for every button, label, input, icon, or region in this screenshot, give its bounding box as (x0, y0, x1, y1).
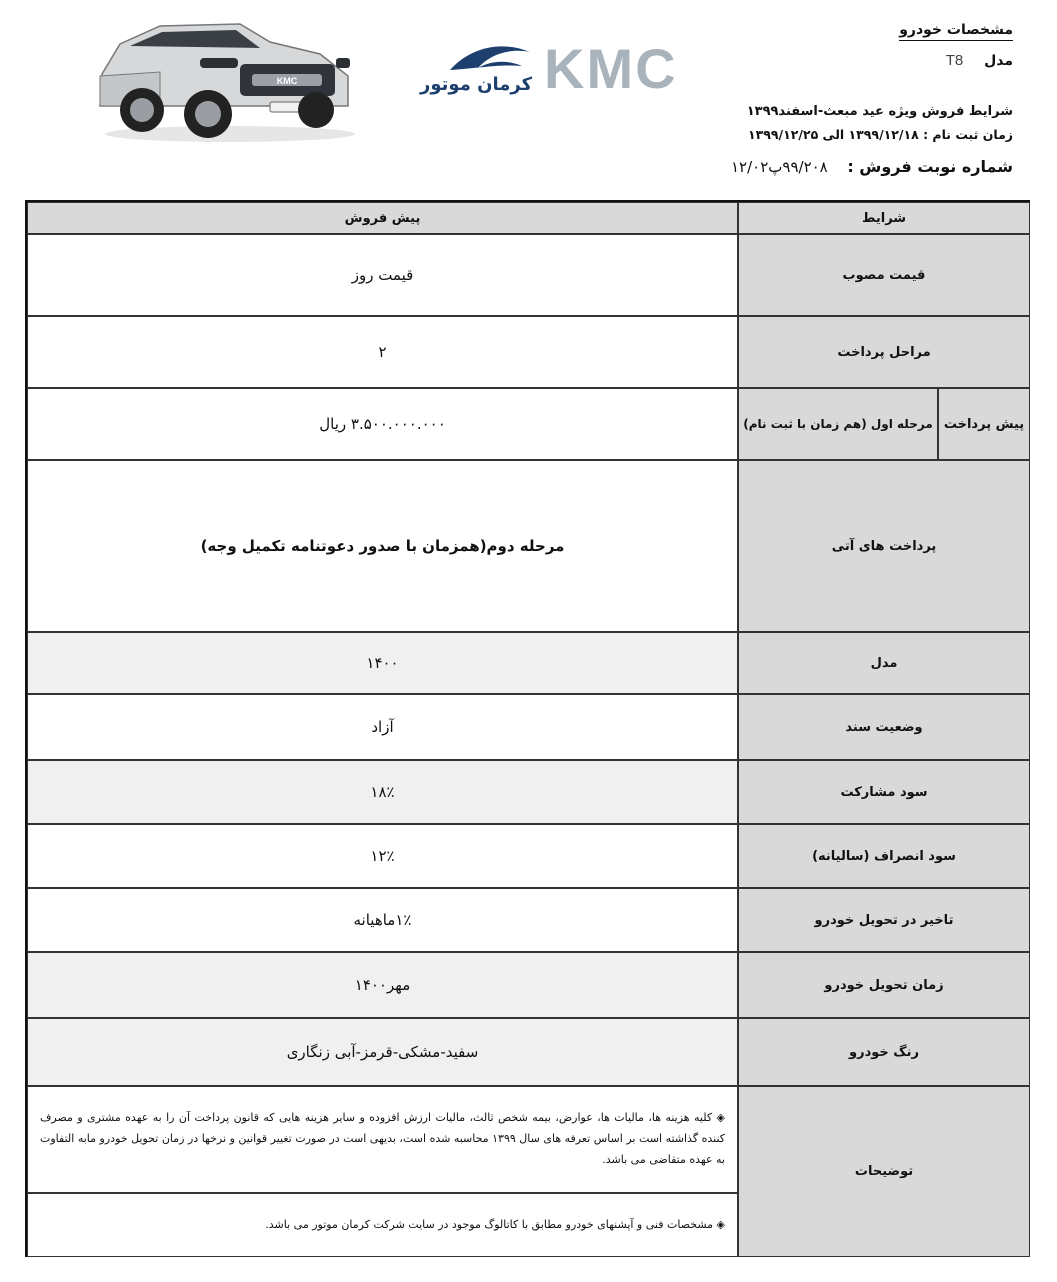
note-2: ◈ مشخصات فنی و آپشنهای خودرو مطابق با کاتالوگ موجود در سایت شرکت کرمان موتور می باشد. (27, 1193, 738, 1257)
sales-turn-label: شماره نوبت فروش : (847, 157, 1013, 176)
notes-label: توضیحات (738, 1086, 1030, 1257)
kmc-logo-persian: کرمان موتور (420, 74, 533, 95)
sales-turn-line (731, 157, 1013, 176)
model-label: مدل (984, 53, 1013, 69)
kmc-swoosh-icon (430, 38, 540, 78)
prepayment-label: پیش پرداخت (938, 388, 1030, 460)
participation-profit-label: سود مشارکت (738, 760, 1030, 824)
document-title: مشخصات خودرو (899, 22, 1013, 41)
participation-profit-value: ۱۸٪ (27, 760, 738, 824)
svg-text:KMC: KMC (276, 76, 298, 86)
first-stage-label: مرحله اول (هم زمان با ثبت نام) (738, 388, 938, 460)
sale-conditions: شرایط فروش ویژه عید مبعث-اسفند۱۳۹۹ (746, 104, 1013, 119)
delivery-delay-label: تاخیر در تحویل خودرو (738, 888, 1030, 952)
delivery-time-label: زمان تحویل خودرو (738, 952, 1030, 1018)
header-presale: پیش فروش (27, 202, 738, 234)
delivery-delay-value: ۱٪ماهیانه (27, 888, 738, 952)
document-status-label: وضعیت سند (738, 694, 1030, 760)
registration-period: زمان ثبت نام : ۱۳۹۹/۱۲/۱۸ الی ۱۳۹۹/۱۲/۲۵ (748, 127, 1013, 142)
future-payments-label: پرداخت های آتی (738, 460, 1030, 632)
document-status-value: آزاد (27, 694, 738, 760)
cancellation-profit-value: ۱۲٪ (27, 824, 738, 888)
car-image (90, 14, 360, 144)
approved-price-value: قیمت روز (27, 234, 738, 316)
model-year-label: مدل (738, 632, 1030, 694)
approved-price-label: قیمت مصوب (738, 234, 1030, 316)
header-conditions: شرایط (738, 202, 1030, 234)
delivery-time-value: مهر۱۴۰۰ (27, 952, 738, 1018)
first-stage-value: ۳.۵۰۰.۰۰۰.۰۰۰ ریال (27, 388, 738, 460)
kmc-logo (420, 36, 678, 102)
car-color-label: رنگ خودرو (738, 1018, 1030, 1086)
model-line (946, 52, 1013, 69)
future-payments-value: مرحله دوم(همزمان با صدور دعوتنامه تکمیل وجه) (27, 460, 738, 632)
payment-stages-value: ۲ (27, 316, 738, 388)
model-year-value: ۱۴۰۰ (27, 632, 738, 694)
note-1: ◈ کلیه هزینه ها، مالیات ها، عوارض، بیمه شخص ثالث، مالیات ارزش افزوده و سایر هزینه هایی که قانون پرداخت آن را به عهده مشتری و مصرف کننده گذاشته است بر اساس تعرفه های سال ۱۳۹۹ محاسبه شده است، بدیهی است در صورت تغییر قوانین و نرخها در زمان تحویل خودرو مابه التفاوت به عهده متقاضی می باشد. (27, 1086, 738, 1193)
cancellation-profit-label: سود انصراف (سالیانه) (738, 824, 1030, 888)
sales-turn-value: ۹۹/۲۰۸پ۱۲/۰۲ (731, 158, 828, 176)
sales-conditions-table (25, 200, 1030, 1257)
car-color-value: سفید-مشکی-قرمز-آبی زنگاری (27, 1018, 738, 1086)
kmc-logo-text: KMC (544, 37, 678, 100)
payment-stages-label: مراحل پرداخت (738, 316, 1030, 388)
model-value: T8 (945, 52, 964, 69)
